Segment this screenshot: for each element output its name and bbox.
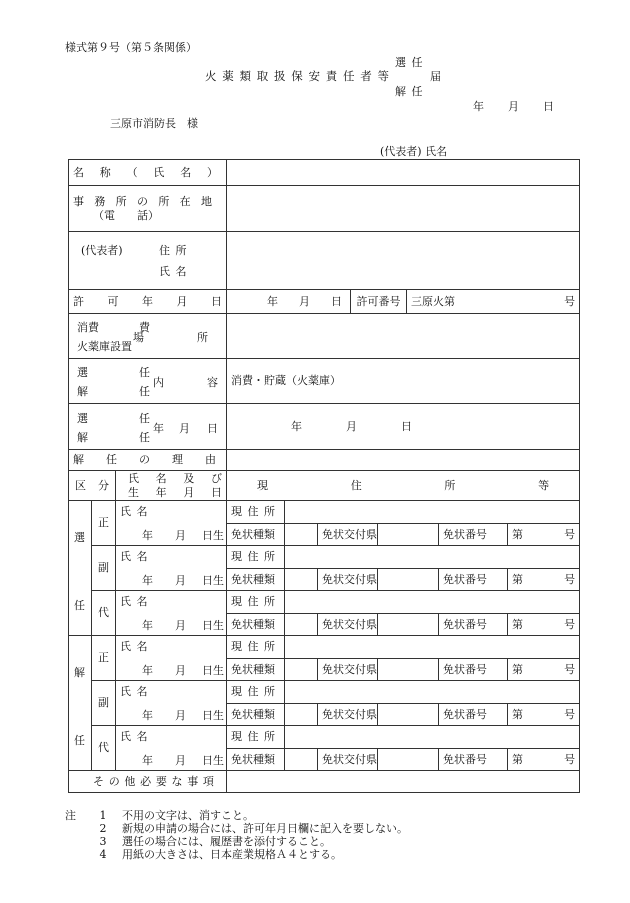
- current-address-label: 現住所: [227, 591, 285, 614]
- license-type-field[interactable]: [285, 569, 318, 591]
- license-type-field[interactable]: [285, 614, 318, 636]
- license-type-field[interactable]: [285, 704, 318, 726]
- role-sub: 副: [92, 546, 116, 591]
- current-address-field[interactable]: [285, 681, 580, 704]
- person-row: [69, 726, 580, 749]
- license-pref-label: 免状交付県: [318, 569, 378, 591]
- license-type-label: 免状種類: [227, 614, 285, 636]
- current-address-label: 現住所: [227, 726, 285, 749]
- other-row: [69, 771, 580, 793]
- dismiss-section-label: 解 任: [69, 636, 92, 771]
- content-label: 選 任 解 任 内 容: [77, 366, 218, 398]
- license-pref-label: 免状交付県: [318, 614, 378, 636]
- date-row: [69, 404, 580, 450]
- person-name-birth-field[interactable]: 氏名 年 月 日生: [120, 730, 224, 767]
- person-row: [69, 501, 580, 524]
- person-row: [69, 636, 580, 659]
- person-row: [69, 546, 580, 569]
- license-pref-field[interactable]: [378, 614, 439, 636]
- current-address-field[interactable]: [285, 501, 580, 524]
- person-name-birth-field[interactable]: 氏名 年 月 日生: [120, 550, 224, 587]
- reason-label: 解 任 の 理 由: [73, 453, 216, 467]
- license-pref-field[interactable]: [378, 659, 439, 681]
- todoke-label: 届: [430, 70, 441, 83]
- current-address-field[interactable]: [285, 636, 580, 659]
- name-field[interactable]: [227, 160, 580, 186]
- appoint-label: 選任: [395, 56, 428, 69]
- license-no-label: 免状番号: [439, 569, 508, 591]
- content-field[interactable]: 消費・貯蔵（火薬庫）: [227, 359, 580, 404]
- license-pref-field[interactable]: [378, 749, 439, 771]
- other-label: そ の 他 必 要 な 事 項: [93, 774, 214, 788]
- name-birth-label: 氏 名 及 び: [128, 471, 223, 485]
- license-type-label: 免状種類: [227, 524, 285, 546]
- license-pref-label: 免状交付県: [318, 704, 378, 726]
- rep-name-label: 氏名: [159, 264, 192, 278]
- appoint-section-label: 選 任: [69, 501, 92, 636]
- phone-label: （電 話）: [93, 208, 159, 222]
- permit-row: [69, 290, 580, 314]
- date-day: 日: [543, 100, 554, 113]
- current-address-field[interactable]: [285, 726, 580, 749]
- place-label: 消費 費 火薬庫設置 場 所: [77, 321, 208, 353]
- place-field[interactable]: [227, 314, 580, 359]
- reason-field[interactable]: [227, 450, 580, 471]
- place-row: [69, 314, 580, 359]
- current-address-label: 現住所: [227, 681, 285, 704]
- notification-form-table: [68, 159, 580, 793]
- person-row: [69, 681, 580, 704]
- license-no-field[interactable]: 第 号: [512, 707, 576, 721]
- current-address-field[interactable]: [285, 591, 580, 614]
- addressee: 三原市消防長 様: [110, 117, 198, 130]
- license-no-field[interactable]: 第 号: [512, 617, 576, 631]
- date-label: 選 任 解 任 年 月 日: [77, 411, 218, 444]
- license-type-label: 免状種類: [227, 569, 285, 591]
- form-number: 様式第９号（第５条関係）: [65, 41, 197, 54]
- rep-label: (代表者): [81, 243, 123, 257]
- date-month: 月: [508, 100, 519, 113]
- division-label: 区 分: [75, 478, 109, 492]
- role-deputy: 代: [92, 591, 116, 636]
- license-pref-label: 免状交付県: [318, 659, 378, 681]
- license-no-field[interactable]: 第 号: [512, 527, 576, 541]
- permit-number-label: 許可番号: [351, 290, 407, 314]
- license-no-label: 免状番号: [439, 659, 508, 681]
- date-field[interactable]: 年 月 日: [291, 419, 413, 433]
- license-pref-field[interactable]: [378, 704, 439, 726]
- license-type-label: 免状種類: [227, 704, 285, 726]
- name-label: 名 称 （ 氏 名 ）: [73, 165, 218, 179]
- office-label: 事 務 所 の 所 在 地: [73, 194, 212, 208]
- note-item: 3 選任の場合には、履歴書を添付すること。: [99, 835, 331, 848]
- note-item: 注 1 不用の文字は、消すこと。: [65, 809, 254, 822]
- role-main: 正: [92, 501, 116, 546]
- other-field[interactable]: [227, 771, 580, 793]
- person-name-birth-field[interactable]: 氏名 年 月 日生: [120, 685, 224, 722]
- license-no-label: 免状番号: [439, 614, 508, 636]
- current-address-label: 現住所: [227, 546, 285, 569]
- current-address-field[interactable]: [285, 546, 580, 569]
- license-type-field[interactable]: [285, 749, 318, 771]
- license-type-label: 免状種類: [227, 749, 285, 771]
- representative-name-label: (代表者) 氏名: [380, 145, 448, 158]
- division-header-row: 区 分 氏 名 及 び 生 年 月 日 現 住 所 等: [69, 471, 580, 501]
- notes: [65, 809, 408, 861]
- note-item: 2 新規の申請の場合には、許可年月日欄に記入を要しない。: [99, 822, 408, 835]
- current-address-header: 現 住 所 等: [257, 478, 550, 492]
- permit-date-field[interactable]: 年 月 日: [267, 294, 343, 308]
- permit-date-label: 許 可 年 月 日: [73, 294, 222, 308]
- representative-field[interactable]: [227, 232, 580, 290]
- role-sub: 副: [92, 681, 116, 726]
- name-row: [69, 160, 580, 186]
- license-no-field[interactable]: 第 号: [512, 752, 576, 766]
- license-no-field[interactable]: 第 号: [512, 662, 576, 676]
- dismiss-label: 解任: [395, 85, 428, 98]
- license-type-label: 免状種類: [227, 659, 285, 681]
- license-no-label: 免状番号: [439, 704, 508, 726]
- person-name-birth-field[interactable]: 氏名 年 月 日生: [120, 640, 224, 677]
- license-no-field[interactable]: 第 号: [512, 572, 576, 586]
- note-item: 4 用紙の大きさは、日本産業規格Ａ４とする。: [99, 848, 342, 861]
- license-no-label: 免状番号: [439, 749, 508, 771]
- representative-row: [69, 232, 580, 290]
- person-name-birth-field[interactable]: 氏名 年 月 日生: [120, 595, 224, 632]
- reason-row: [69, 450, 580, 471]
- role-deputy: 代: [92, 726, 116, 771]
- permit-number-field[interactable]: 三原火第 号: [411, 294, 576, 308]
- license-type-field[interactable]: [285, 659, 318, 681]
- license-pref-field[interactable]: [378, 569, 439, 591]
- license-pref-label: 免状交付県: [318, 749, 378, 771]
- person-row: [69, 591, 580, 614]
- office-field[interactable]: [227, 186, 580, 232]
- current-address-label: 現住所: [227, 636, 285, 659]
- current-address-label: 現住所: [227, 501, 285, 524]
- date-year: 年: [473, 100, 484, 113]
- role-main: 正: [92, 636, 116, 681]
- content-row: [69, 359, 580, 404]
- license-pref-label: 免状交付県: [318, 524, 378, 546]
- license-type-field[interactable]: [285, 524, 318, 546]
- form-title: 火薬類取扱保安責任者等: [205, 69, 395, 83]
- license-pref-field[interactable]: [378, 524, 439, 546]
- rep-address-label: 住所: [159, 243, 192, 257]
- license-no-label: 免状番号: [439, 524, 508, 546]
- office-row: [69, 186, 580, 232]
- person-name-birth-field[interactable]: 氏名 年 月 日生: [120, 505, 224, 542]
